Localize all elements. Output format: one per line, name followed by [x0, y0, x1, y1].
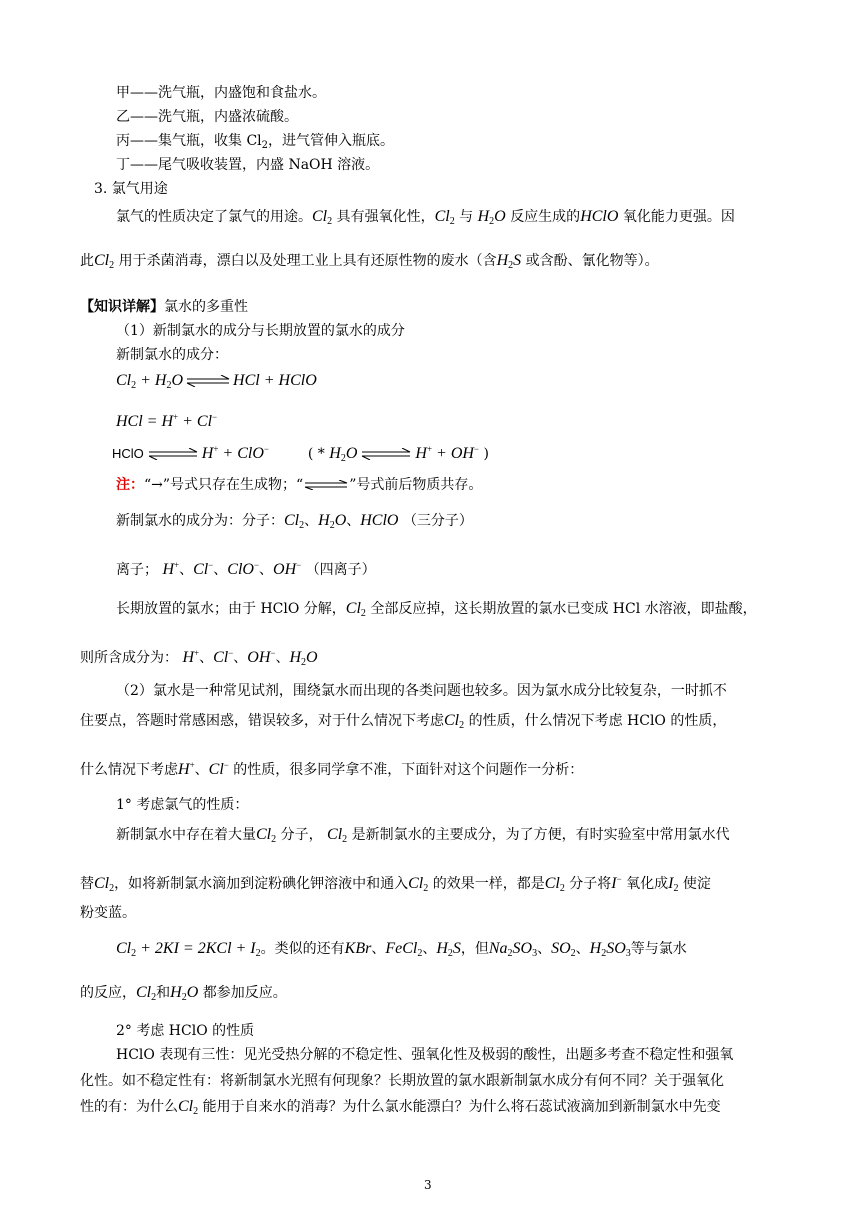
hclo-para-line1: HClO 表现有三性：见光受热分解的不稳定性、强氧化性及极弱的酸性，出题多考查不稳定性和强氧	[116, 1047, 734, 1063]
para2-line2: 住要点，答题时常感困惑，错误较多，对于什么情况下考虑Cl2 的性质，什么情况下考虑 HClO 的性质，	[80, 712, 727, 731]
reaction-line1: Cl2 + 2KI = 2KCl + I2。类似的还有KBr、FeCl2、H2S，但Na2SO3、SO2、H2SO3等与氯水	[116, 940, 687, 959]
para2-line1: （2）氯水是一种常见试剂，围绕氯水而出现的各类问题也较多。因为氯水成分比较复杂，一时抓不	[116, 683, 727, 699]
equation-hclo-dissociation: HClO H+ + ClO− ( * H2O H+ + OH− )	[112, 444, 489, 464]
subheading-chlorine-properties: 1° 考虑氯气的性质：	[116, 797, 249, 813]
page-number: 3	[424, 1178, 432, 1192]
equilibrium-arrow-icon	[303, 480, 349, 490]
apparatus-yi: 乙——洗气瓶，内盛浓硫酸。	[116, 109, 298, 125]
equation-hcl-dissociation: HCl = H+ + Cl−	[116, 412, 218, 430]
reaction-line2: 的反应，Cl2和H2O 都参加反应。	[80, 984, 287, 1003]
hclo-para-line2: 化性。如不稳定性有：将新制氯水光照有何现象？长期放置的氯水跟新制氯水成分有何不同？关于强氧化	[80, 1073, 724, 1089]
long-term-line2: 则所含成分为： H+、Cl−、OH−、H2O	[80, 648, 318, 668]
long-term-line1: 长期放置的氯水；由于 HClO 分解，Cl2 全部反应掉，这长期放置的氯水已变成 HCl 水溶液，即盐酸，	[116, 600, 757, 619]
molecules-line: 新制氯水的成分为：分子：Cl2、H2O、HClO （三分子）	[116, 512, 473, 531]
subsection-1-heading: （1）新制氯水的成分与长期放置的氯水的成分	[116, 323, 405, 339]
note-line: 注：“→”号式只存在生成物；“ ”号式前后物质共存。	[116, 477, 483, 493]
hclo-para-line3: 性的有：为什么Cl2 能用于自来水的消毒？为什么氯水能漂白？为什么将石蕊试液滴加到新制氯水中先变	[80, 1098, 721, 1117]
knowledge-heading: 【知识详解】氯水的多重性	[80, 299, 248, 315]
apparatus-jia: 甲——洗气瓶，内盛饱和食盐水。	[116, 85, 326, 101]
apparatus-ding: 丁——尾气吸收装置，内盛 NaOH 溶液。	[116, 157, 380, 173]
apparatus-bing: 丙——集气瓶，收集 $Cl_2$，进气管伸入瓶底。	[116, 133, 395, 151]
chlorine-para-line2: 替Cl2，如将新制氯水滴加到淀粉碘化钾溶液中和通入Cl2 的效果一样，都是Cl2 分子将I− 氧化成I2 使淀	[80, 874, 711, 894]
equation-cl2-h2o: Cl2 + H2O HCl + HClO	[116, 372, 317, 391]
equilibrium-arrow-icon	[147, 448, 199, 460]
equilibrium-arrow-icon	[360, 448, 412, 460]
equilibrium-arrow-icon	[185, 375, 231, 387]
section-heading-uses: 3. 氯气用途	[94, 181, 168, 197]
uses-paragraph-line2: 此Cl2 用于杀菌消毒，漂白以及处理工业上具有还原性物的废水（含H2S 或含酚、氰化物等）。	[80, 252, 659, 271]
para2-line3: 什么情况下考虑H+、Cl− 的性质，很多同学拿不准，下面针对这个问题作一分析：	[80, 760, 584, 778]
chlorine-para-line3: 粉变蓝。	[80, 905, 136, 921]
ions-line: 离子； H+、Cl−、ClO−、OH− （四离子）	[116, 560, 376, 578]
uses-paragraph-line1: 氯气的性质决定了氯气的用途。Cl2 具有强氧化性，Cl2 与 H2O 反应生成的HClO 氧化能力更强。因	[116, 208, 735, 227]
chlorine-para-line1: 新制氯水中存在着大量Cl2 分子， Cl2 是新制氯水的主要成分，为了方便，有时实验室中常用氯水代	[116, 826, 730, 845]
subheading-hclo-properties: 2° 考虑 HClO 的性质	[116, 1023, 255, 1039]
fresh-chlorine-water-label: 新制氯水的成分：	[116, 347, 228, 363]
